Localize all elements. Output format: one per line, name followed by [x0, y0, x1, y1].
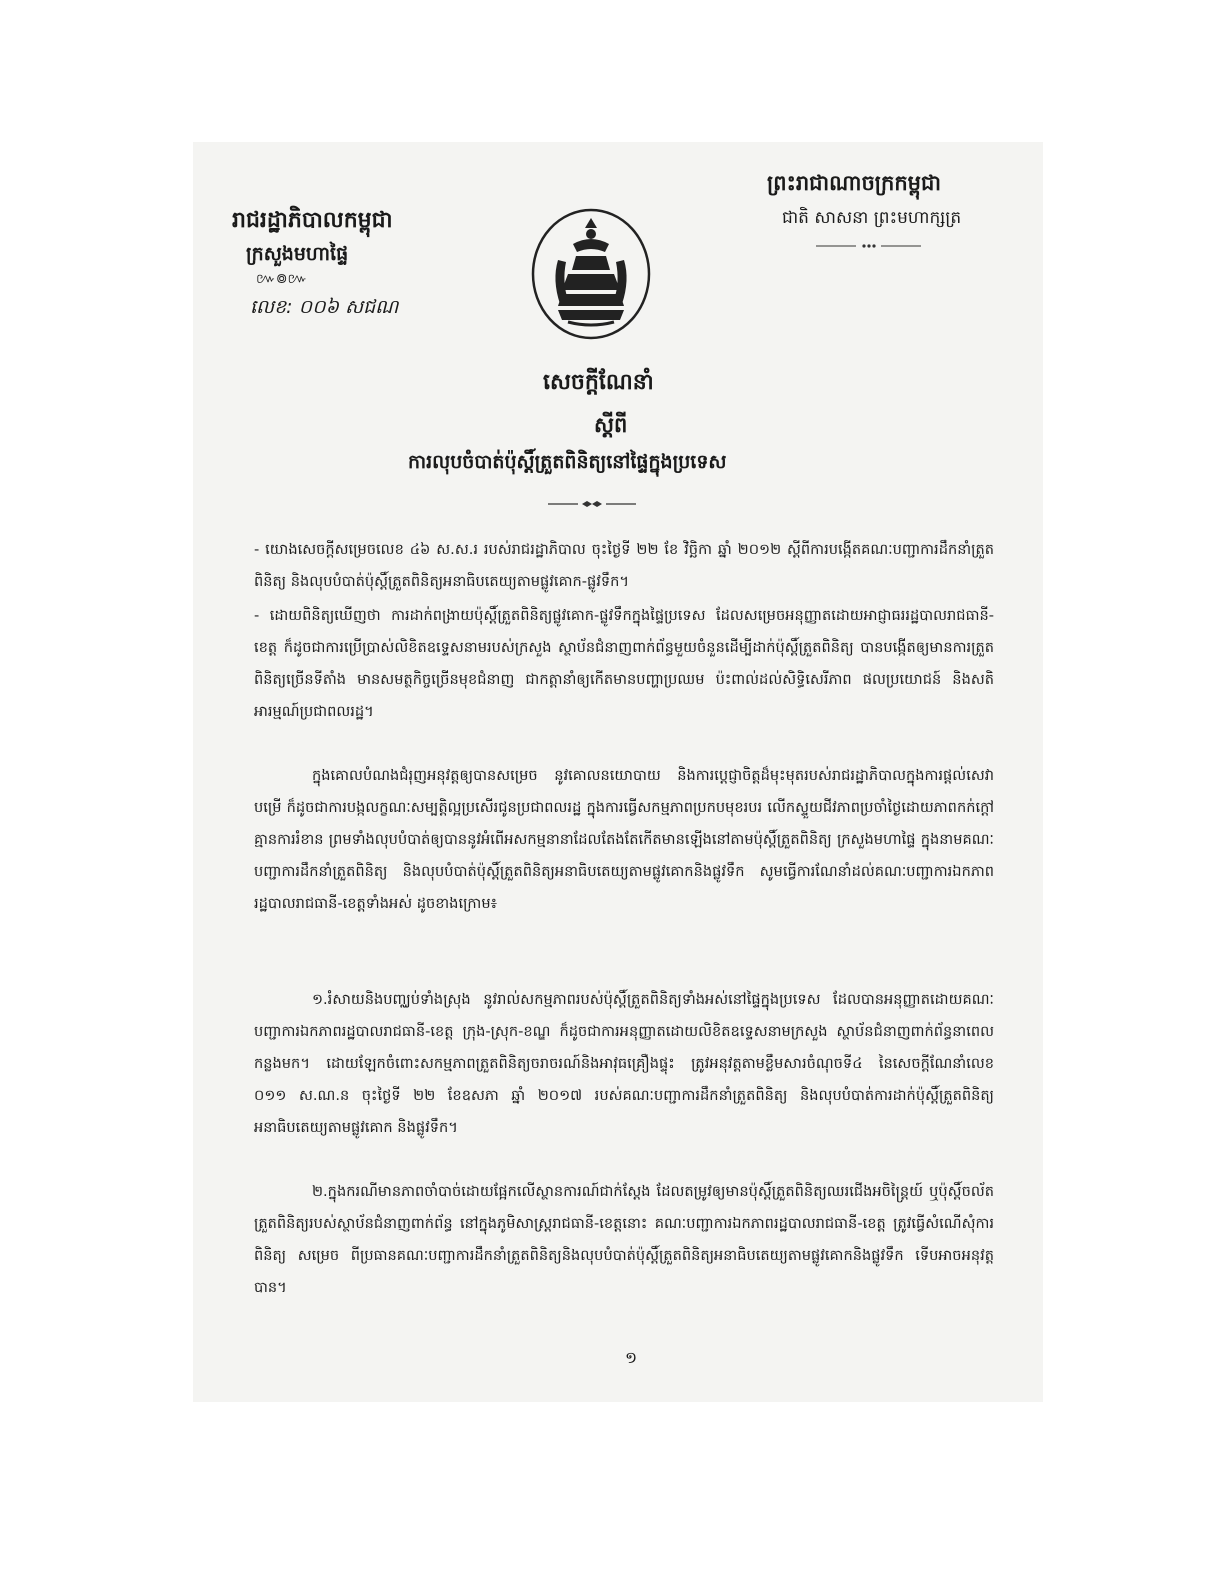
- title-ornament: [548, 499, 636, 509]
- page-number: ១: [625, 1348, 638, 1367]
- document-about: ស្តីពី: [594, 413, 628, 437]
- header-ornament: ៚៙៚: [256, 271, 308, 287]
- paragraph-purpose: ក្នុងគោលបំណងជំរុញអនុវត្តឲ្យបានសម្រេច នូវគោលនយោបាយ និងការប្តេជ្ញាចិត្តដ៏មុះមុតរបស់រាជរដ្ឋាភិបាលក្នុងការផ្តល់សេវាបម្រើ ក៏ដូចជាការបង្កលក្ខណៈសម្បត្តិល្អប្រសើរជូនប្រជាពលរដ្ឋ ក្នុងការធ្វើសកម្មភាពប្រកបមុខរបរ លើកស្ទួយជីវភាពប្រចាំថ្ងៃដោយភាពកក់ក្តៅ គ្មានការរំខាន ព្រមទាំងលុបបំបាត់ឲ្យបាននូវអំពើអសកម្មនានាដែលតែងតែកើតមានឡើងនៅតាមប៉ុស្តិ៍ត្រួតពិនិត្យ ក្រសួងមហាផ្ទៃ ក្នុងនាមគណៈបញ្ជាការដឹកនាំត្រួតពិនិត្យ និងលុបបំបាត់ប៉ុស្តិ៍ត្រួតពិនិត្យអនាធិបតេយ្យតាមផ្លូវគោកនិងផ្លូវទឹក សូមធ្វើការណែនាំដល់គណៈបញ្ជាការឯកភាពរដ្ឋបាលរាជធានី-ខេត្តទាំងអស់ ដូចខាងក្រោម៖: [254, 767, 994, 912]
- paragraph-instruction-1: ១.រំសាយនិងបញ្ឈប់ទាំងស្រុង នូវរាល់សកម្មភាពរបស់ប៉ុស្តិ៍ត្រួតពិនិត្យទាំងអស់នៅផ្ទៃក្នុងប្រទេស ដែលបានអនុញ្ញាតដោយគណៈបញ្ជាការឯកភាពរដ្ឋបាលរាជធានី-ខេត្ត ក្រុង-ស្រុក-ខណ្ឌ ក៏ដូចជាការអនុញ្ញាតដោយលិខិតឧទ្ទេសនាមក្រសួង ស្ថាប័នជំនាញពាក់ព័ន្ធនាពេលកន្លងមក។ ដោយឡែកចំពោះសកម្មភាពត្រួតពិនិត្យចរាចរណ៍និងអាវុធគ្រឿងផ្ទុះ ត្រូវអនុវត្តតាមខ្លឹមសារចំណុចទី៤ នៃសេចក្តីណែនាំលេខ ០១១ ស.ណ.ន ចុះថ្ងៃទី ២២ ខែឧសភា ឆ្នាំ ២០១៧ របស់គណៈបញ្ជាការដឹកនាំត្រួតពិនិត្យ និងលុបបំបាត់ការដាក់ប៉ុស្តិ៍ត្រួតពិនិត្យអនាធិបតេយ្យតាមផ្លូវគោក និងផ្លូវទឹក។: [254, 991, 994, 1136]
- document-subject: ការលុបចំបាត់ប៉ុស្តិ៍ត្រួតពិនិត្យនៅផ្ទៃក្នុងប្រទេស: [408, 451, 727, 473]
- paragraph-reference-decision: - យោងសេចក្តីសម្រេចលេខ ៤៦ ស.ស.រ របស់រាជរដ្ឋាភិបាល ចុះថ្ងៃទី ២២ ខែ វិច្ឆិកា ឆ្នាំ ២០១២ ស្តីពីការបង្កើតគណៈបញ្ជាការដឹកនាំត្រួតពិនិត្យ និងលុបបំបាត់ប៉ុស្តិ៍ត្រួតពិនិត្យអនាធិបតេយ្យតាមផ្លូវគោក-ផ្លូវទឹក។: [254, 541, 994, 590]
- ministry-name: ក្រសួងមហាផ្ទៃ: [246, 243, 349, 265]
- document-title: សេចក្តីណែនាំ: [543, 370, 654, 395]
- kingdom-name: ព្រះរាជាណាចក្រកម្ពុជា: [767, 171, 942, 195]
- paragraph-observation: - ដោយពិនិត្យឃើញថា ការដាក់ពង្រាយប៉ុស្តិ៍ត្រួតពិនិត្យផ្លូវគោក-ផ្លូវទឹកក្នុងផ្ទៃប្រទេស ដែលសម្រេចអនុញ្ញាតដោយអាជ្ញាធររដ្ឋបាលរាជធានី-ខេត្ត ក៏ដូចជាការប្រើប្រាស់លិខិតឧទ្ទេសនាមរបស់ក្រសួង ស្ថាប័នជំនាញពាក់ព័ន្ធមួយចំនួនដើម្បីដាក់ប៉ុស្តិ៍ត្រួតពិនិត្យ បានបង្កើតឲ្យមានការត្រួតពិនិត្យច្រើនទីតាំង មានសមត្ថកិច្ចច្រើនមុខជំនាញ ជាកត្តានាំឲ្យកើតមានបញ្ហាប្រឈម ប៉ះពាល់ដល់សិទ្ធិសេរីភាព ផលប្រយោជន៍ និងសតិអារម្មណ៍ប្រជាពលរដ្ឋ។: [254, 607, 994, 720]
- royal-emblem-icon: [528, 200, 654, 342]
- government-name: រាជរដ្ឋាភិបាលកម្ពុជា: [232, 208, 393, 233]
- national-motto: ជាតិ សាសនា ព្រះមហាក្សត្រ: [782, 208, 962, 228]
- paragraph-instruction-2: ២.ក្នុងករណីមានភាពចាំបាច់ដោយផ្អែកលើស្ថានការណ៍ជាក់ស្តែង ដែលតម្រូវឲ្យមានប៉ុស្តិ៍ត្រួតពិនិត្យឈរជើងអចិន្ត្រៃយ៍ ឬប៉ុស្តិ៍ចល័តត្រួតពិនិត្យរបស់ស្ថាប័នជំនាញពាក់ព័ន្ធ នៅក្នុងភូមិសាស្ត្ររាជធានី-ខេត្តនោះ គណៈបញ្ជាការឯកភាពរដ្ឋបាលរាជធានី-ខេត្ត ត្រូវធ្វើសំណើសុំការពិនិត្យ សម្រេច ពីប្រធានគណៈបញ្ជាការដឹកនាំត្រួតពិនិត្យនិងលុបបំបាត់ប៉ុស្តិ៍ត្រួតពិនិត្យអនាធិបតេយ្យតាមផ្លូវគោកនិងផ្លូវទឹក ទើបអាចអនុវត្តបាន។: [254, 1183, 994, 1296]
- reference-number: លេខ: ០០៦ សជណ: [250, 296, 399, 318]
- header-divider: [816, 244, 921, 248]
